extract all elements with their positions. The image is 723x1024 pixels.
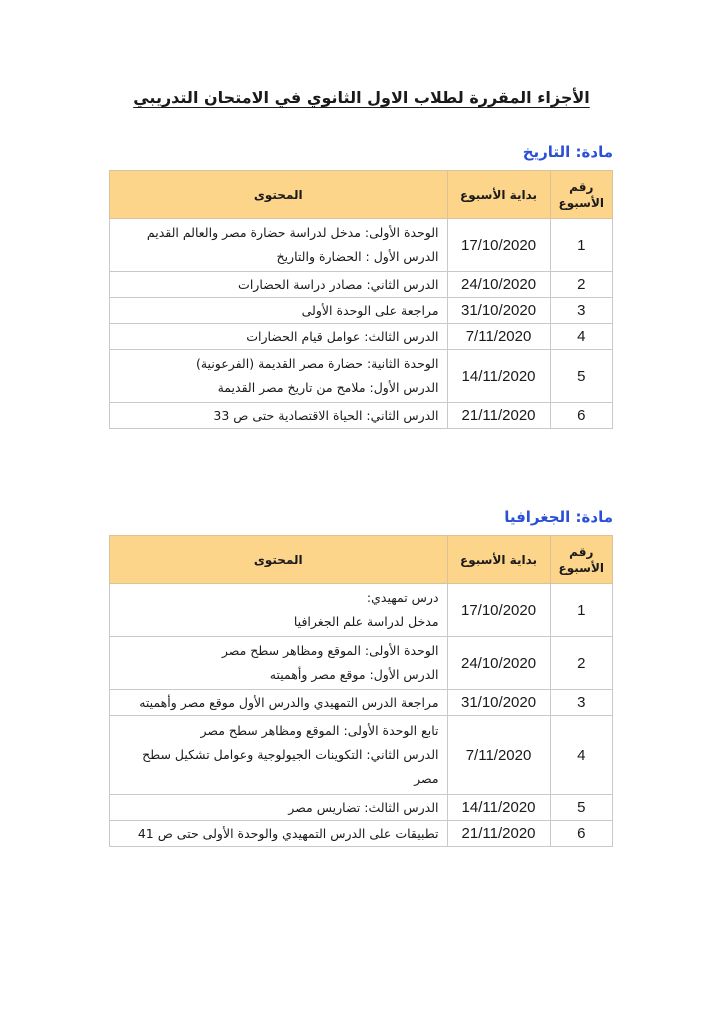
- week-start-cell: 14/11/2020: [447, 350, 550, 403]
- week-start-cell: 17/10/2020: [447, 219, 550, 272]
- content-cell: [110, 821, 448, 847]
- content-cell: [110, 795, 448, 821]
- table-row: [110, 716, 613, 795]
- content-cell: [110, 637, 448, 690]
- week-number-cell: 3: [550, 298, 612, 324]
- week-number-cell: 1: [550, 584, 612, 637]
- page-title: [0, 86, 723, 110]
- header-week-start: بداية الأسبوع: [447, 171, 550, 219]
- content-cell: [110, 324, 448, 350]
- table-header-row: [110, 171, 613, 219]
- week-number-cell: 4: [550, 324, 612, 350]
- week-number-cell: 5: [550, 350, 612, 403]
- content-line: الوحدة الثانية: حضارة مصر القديمة (الفرعونية): [195, 356, 439, 371]
- content-line: مراجعة الدرس التمهيدي والدرس الأول موقع مصر وأهميته: [139, 694, 439, 710]
- content-line: الدرس الثاني: مصادر دراسة الحضارات: [238, 276, 439, 292]
- header-week-number: رقم الأسبوع: [550, 536, 612, 584]
- content-cell: [110, 272, 448, 298]
- table-row: [110, 350, 613, 403]
- content-cell: [110, 690, 448, 716]
- table-row: [110, 403, 613, 429]
- table-row: [110, 637, 613, 690]
- week-start-cell: 31/10/2020: [447, 298, 550, 324]
- table-header-row: [110, 536, 613, 584]
- history-subject-heading: مادة: التاريخ: [522, 143, 613, 161]
- week-number-cell: 5: [550, 795, 612, 821]
- week-number-cell: 4: [550, 716, 612, 795]
- week-start-cell: 31/10/2020: [447, 690, 550, 716]
- content-line: تطبيقات على الدرس التمهيدي والوحدة الأولى حتى ص 41: [137, 825, 439, 841]
- content-line: مدخل لدراسة علم الجغرافيا: [293, 614, 439, 629]
- content-line: مصر: [414, 771, 439, 786]
- content-line: الدرس الأول: موقع مصر وأهميته: [269, 667, 439, 682]
- content-cell: [110, 298, 448, 324]
- content-line: الدرس الثاني: الحياة الاقتصادية حتى ص 33: [213, 407, 439, 423]
- table-row: [110, 690, 613, 716]
- table-row: [110, 298, 613, 324]
- content-line: درس تمهيدي:: [366, 590, 439, 605]
- week-start-cell: 21/11/2020: [447, 821, 550, 847]
- week-number-cell: 2: [550, 637, 612, 690]
- content-cell: [110, 584, 448, 637]
- week-number-cell: 3: [550, 690, 612, 716]
- week-start-cell: 7/11/2020: [447, 324, 550, 350]
- week-number-cell: 6: [550, 821, 612, 847]
- content-line: الدرس الأول : الحضارة والتاريخ: [276, 249, 439, 264]
- header-content: المحتوى: [110, 171, 448, 219]
- geography-subject-heading: مادة: الجغرافيا: [504, 508, 613, 526]
- week-start-cell: 7/11/2020: [447, 716, 550, 795]
- content-line: مراجعة على الوحدة الأولى: [301, 302, 439, 318]
- week-start-cell: 14/11/2020: [447, 795, 550, 821]
- header-week-number: رقم الأسبوع: [550, 171, 612, 219]
- week-number-cell: 6: [550, 403, 612, 429]
- header-content: المحتوى: [110, 536, 448, 584]
- table-row: [110, 795, 613, 821]
- week-number-cell: 1: [550, 219, 612, 272]
- table-row: [110, 324, 613, 350]
- page-title-text: الأجزاء المقررة لطلاب الاول الثانوي في الامتحان التدريبي: [133, 88, 590, 107]
- header-week-start: بداية الأسبوع: [447, 536, 550, 584]
- content-line: الدرس الثالث: عوامل قيام الحضارات: [246, 328, 439, 344]
- week-start-cell: 17/10/2020: [447, 584, 550, 637]
- content-cell: [110, 716, 448, 795]
- content-line: تابع الوحدة الأولى: الموقع ومظاهر سطح مصر: [200, 723, 439, 738]
- week-number-cell: 2: [550, 272, 612, 298]
- table-row: [110, 272, 613, 298]
- history-schedule-table: [109, 170, 613, 429]
- content-line: الدرس الثالث: تضاريس مصر: [288, 799, 439, 815]
- content-cell: [110, 403, 448, 429]
- content-cell: [110, 219, 448, 272]
- table-row: [110, 584, 613, 637]
- geography-schedule-table: [109, 535, 613, 847]
- content-line: الوحدة الأولى: الموقع ومظاهر سطح مصر: [221, 643, 439, 658]
- content-line: الوحدة الأولى: مدخل لدراسة حضارة مصر والعالم القديم: [146, 225, 439, 240]
- content-line: الدرس الأول: ملامح من تاريخ مصر القديمة: [217, 380, 439, 395]
- table-row: [110, 219, 613, 272]
- content-line: الدرس الثاني: التكوينات الجيولوجية وعوامل تشكيل سطح: [142, 747, 439, 762]
- week-start-cell: 21/11/2020: [447, 403, 550, 429]
- table-row: [110, 821, 613, 847]
- week-start-cell: 24/10/2020: [447, 272, 550, 298]
- content-cell: [110, 350, 448, 403]
- week-start-cell: 24/10/2020: [447, 637, 550, 690]
